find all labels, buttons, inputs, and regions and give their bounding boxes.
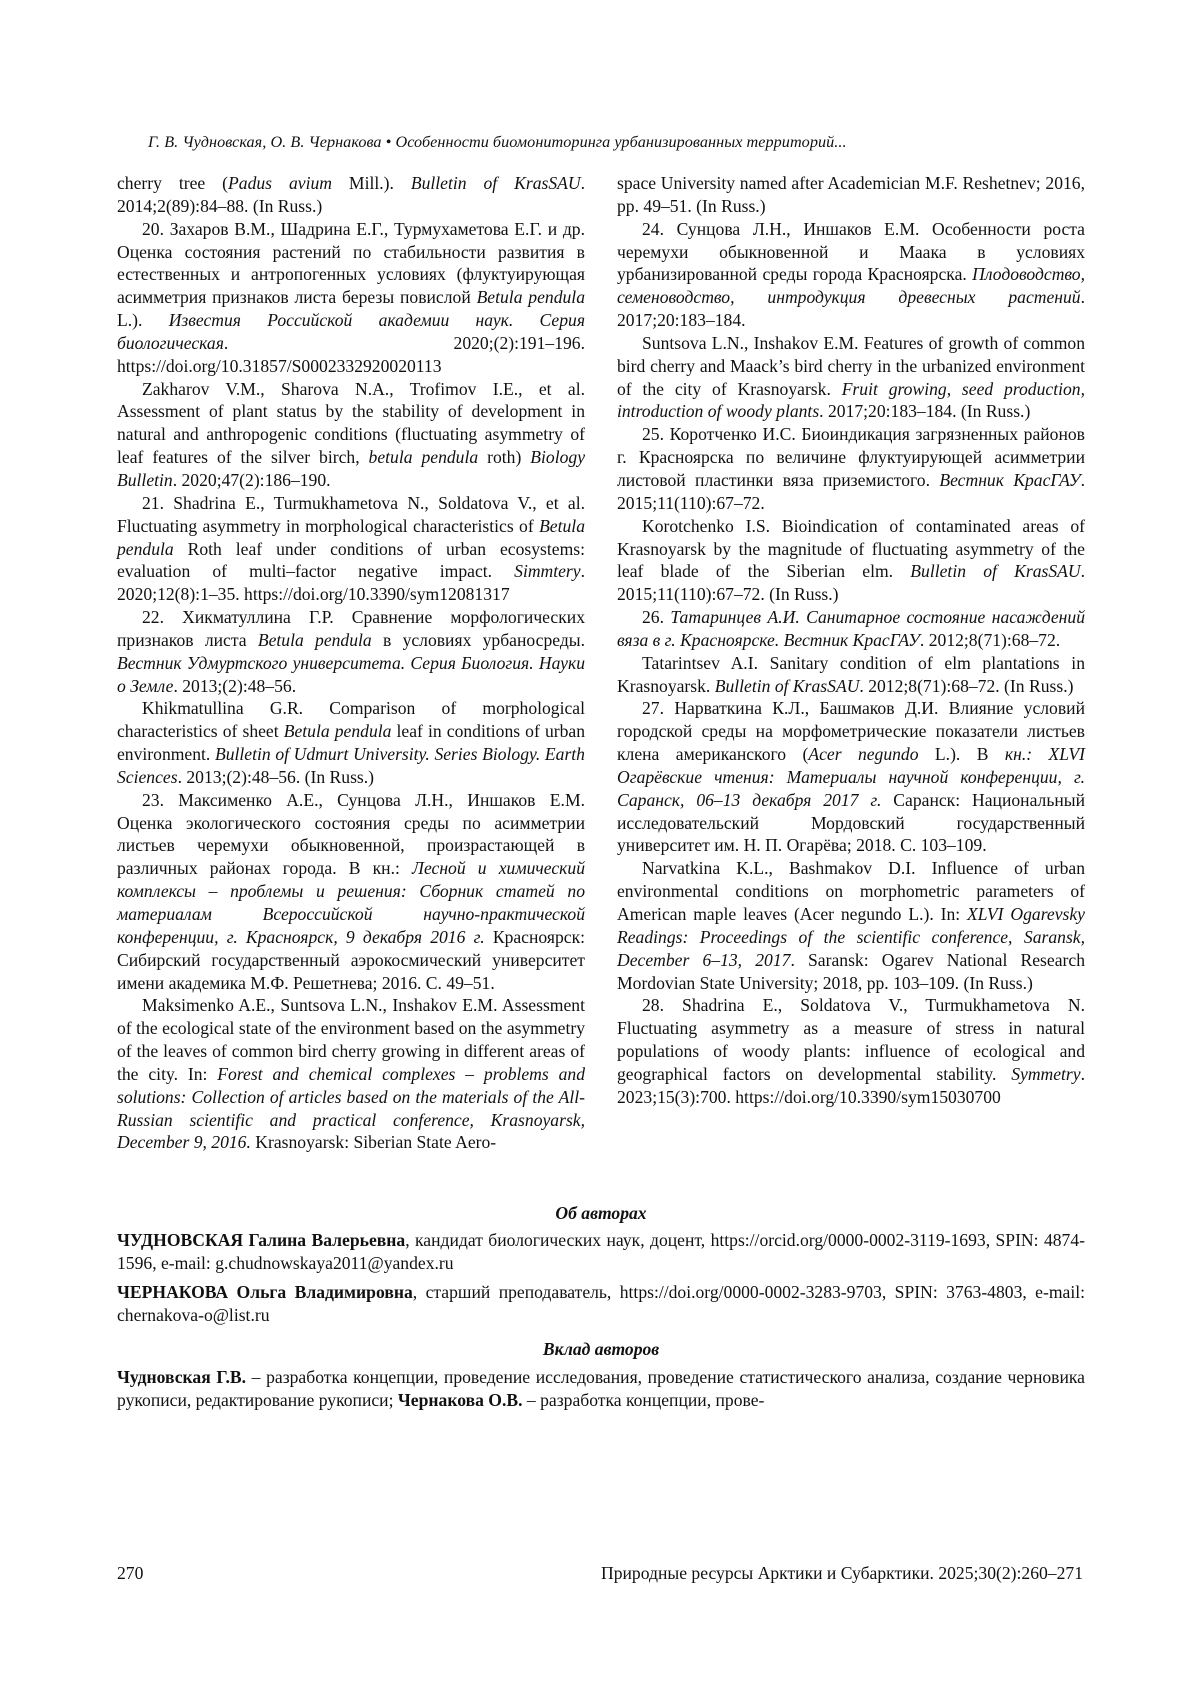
reference-italic-text: Bulletin of KrasSAU — [714, 675, 860, 696]
author-details: , старший преподаватель, https://doi.org/0000-0002-3283-9703, SPIN: 3763-4803, e-mail: chernakova-o@list.ru — [117, 1282, 1086, 1325]
reference-italic-text: Betula pendula — [283, 721, 392, 742]
reference-entry — [617, 218, 1085, 332]
reference-italic-text: Padus avium — [228, 173, 332, 193]
reference-text: . 2015;11(110):67–72. — [617, 469, 1085, 513]
running-header: Г. В. Чудновская, О. В. Чернакова • Особенности биомониторинга урбанизированных территорий... — [148, 133, 847, 151]
author-entry — [117, 1229, 1085, 1275]
reference-entry — [117, 218, 585, 378]
reference-text: 24. Сунцова Л.Н., Иншаков Е.М. Особенности роста черемухи обыкновенной и Маака в условиях урбанизированной среды города Красноярска. — [617, 218, 1085, 285]
reference-italic-text: Вестник Удмуртского университета. Серия Биология. Науки о Земле — [117, 652, 585, 696]
reference-entry — [617, 423, 1085, 514]
reference-italic-text: Simmtery — [514, 561, 581, 582]
reference-italic-text: Symmetry — [1011, 1063, 1081, 1084]
reference-text: . 2020;47(2):186–190. — [172, 469, 331, 490]
reference-text: . 2014;2(89):84–88. (In Russ.) — [117, 173, 585, 216]
contribution-text — [117, 1366, 1085, 1412]
reference-italic-text: Лесной и химический комплексы – проблемы и решения: Сборник статей по материалам Всероссийской научно-практической конференции, г. Красноярск, 9 декабря 2016 г. — [117, 858, 585, 947]
reference-italic-text: Татаринцев А.И. Санитарное состояние насаждений вяза в г. Красноярске. Вестник КрасГАУ — [617, 607, 1085, 650]
reference-entry — [617, 515, 1085, 606]
reference-italic-text: Forest and chemical complexes – problems and solutions: Collection of articles based on the materials of the All-Russian scientific and practical conference, Krasnoyarsk, December 9, 2016. — [117, 1063, 585, 1153]
reference-text: . 2017;20:183–184. (In Russ.) — [819, 401, 1031, 422]
contribution-desc: – разработка концепции, прове- — [522, 1390, 765, 1410]
reference-text: space University named after Academician M.F. Reshetnev; 2016, pp. 49–51. (In Russ.) — [617, 173, 1085, 216]
reference-text: в условиях урбаносреды. — [371, 629, 585, 650]
reference-italic-text: Bulletin of KrasSAU — [410, 173, 581, 193]
journal-citation: Природные ресурсы Арктики и Субарктики. 2025;30(2):260–271 — [601, 1563, 1083, 1583]
contributor-name: Чернакова О.В. — [397, 1390, 523, 1410]
reference-italic-text: Вестник КрасГАУ — [939, 469, 1081, 490]
reference-text: Tatarintsev A.I. Sanitary condition of elm plantations in Krasnoyarsk. — [617, 652, 1085, 696]
reference-entry — [117, 606, 585, 697]
reference-entry — [617, 606, 1085, 652]
reference-text: . 2023;15(3):700. https://doi.org/10.3390/sym15030700 — [617, 1063, 1085, 1107]
reference-entry — [617, 172, 1085, 218]
reference-entry — [617, 652, 1085, 698]
reference-text: L.). — [117, 310, 169, 331]
reference-text: Korotchenko I.S. Bioindication of contaminated areas of Krasnoyarsk by the magnitude of fluctuating asymmetry of the leaf blade of the Siberian elm. — [617, 515, 1085, 582]
reference-italic-text: Acer negundo — [808, 744, 919, 765]
reference-entry — [617, 697, 1085, 857]
reference-text: Mill.). — [331, 173, 411, 193]
author-details: , кандидат биологических наук, доцент, https://orcid.org/0000-0002-3119-1693, SPIN: 4874-1596, e-mail: g.chudnowskaya2011@yandex.ru — [117, 1230, 1085, 1273]
reference-text: leaf in conditions of urban environment. — [117, 721, 585, 765]
reference-text: . 2020;12(8):1–35. https://doi.org/10.3390/sym12081317 — [117, 561, 585, 605]
reference-text: Саранск: Национальный исследовательский Мордовский государственный университет им. Н. П. Огарёва; 2018. С. 103–109. — [617, 789, 1085, 856]
reference-text: Narvatkina K.L., Bashmakov D.I. Influence of urban environmental conditions on morphometric parameters of American maple leaves (Acer negundo L.). In: — [617, 858, 1085, 924]
contribution-desc: – разработка концепции, проведение исследования, проведение статистического анализа, создание черновика рукописи, редактирование рукописи; — [117, 1367, 1085, 1410]
reference-text: . 2013;(2):48–56. (In Russ.) — [177, 766, 375, 787]
reference-text: Maksimenko A.E., Suntsova L.N., Inshakov E.M. Assessment of the ecological state of the environment based on the asymmetry of the leaves of common bird cherry growing in different areas of the city. In: — [117, 995, 585, 1084]
reference-italic-text: Biology Bulletin — [117, 447, 586, 490]
reference-text: 26. — [642, 607, 671, 628]
reference-text: 22. Хикматуллина Г.Р. Сравнение морфологических признаков листа — [117, 607, 585, 650]
reference-text: . Saransk: Ogarev National Research Mordovian State University; 2018, pp. 103–109. (In Russ.) — [617, 949, 1085, 993]
reference-entry — [617, 994, 1085, 1108]
reference-entry — [617, 857, 1085, 994]
reference-text: . 2013;(2):48–56. — [173, 675, 297, 696]
reference-italic-text: betula pendula — [368, 447, 479, 468]
reference-entry — [117, 492, 585, 606]
reference-entry — [117, 994, 585, 1154]
reference-italic-text: Известия Российской академии наук. Серия биологическая — [117, 310, 585, 353]
references-right-column — [617, 172, 1085, 1109]
reference-text: roth) — [478, 447, 531, 468]
reference-italic-text: Bulletin of KrasSAU — [910, 561, 1081, 582]
reference-italic-text: Betula pendula — [117, 515, 585, 559]
reference-italic-text: XLVI Ogarevsky Readings: Proceedings of the scientific conference, Saransk, December 6–13, 2017 — [617, 904, 1085, 970]
reference-entry — [117, 697, 585, 788]
reference-entry — [117, 378, 585, 492]
reference-entry — [117, 789, 585, 995]
reference-text: 21. Shadrina E., Turmukhametova N., Soldatova V., et al. Fluctuating asymmetry in morphological characteristics of — [117, 492, 585, 536]
author-name: ЧЕРНАКОВА Ольга Владимировна — [117, 1282, 413, 1302]
reference-text: 23. Максименко А.Е., Сунцова Л.Н., Иншаков Е.М. Оценка экологического состояния среды по асимметрии листьев черемухи обыкновенной, произрастающей в различных районах города. В кн.: — [117, 789, 585, 879]
reference-text: Zakharov V.M., Sharova N.A., Trofimov I.E., et al. Assessment of plant status by the stability of development in natural and anthropogenic conditions (fluctuating asymmetry of leaf features of the silver birch, — [117, 378, 585, 468]
reference-text: . 2012;8(71):68–72. — [919, 629, 1061, 650]
reference-entry — [117, 172, 585, 218]
reference-text: 28. Shadrina E., Soldatova V., Turmukhametova N. Fluctuating asymmetry as a measure of stress in natural populations of woody plants: influence of ecological and geographical factors on developmental stability. — [617, 995, 1085, 1084]
reference-italic-text: кн.: XLVI Огарёвские чтения: Материалы научной конференции, г. Саранск, 06–13 декабря 2017 г. — [617, 744, 1085, 810]
reference-entry — [617, 332, 1085, 423]
reference-text: . 2012;8(71):68–72. (In Russ.) — [859, 675, 1074, 696]
reference-text: . 2020;(2):191–196. https://doi.org/10.31857/S0002332920020113 — [117, 332, 585, 376]
contribution-title: Вклад авторов — [542, 1339, 660, 1359]
reference-text: . 2017;20:183–184. — [617, 287, 1085, 331]
reference-italic-text: Fruit growing, seed production, introduction of woody plants — [617, 378, 1085, 422]
reference-text: Roth leaf under conditions of urban ecosystems: evaluation of multi–factor negative impact. — [117, 538, 585, 582]
reference-text: 27. Нарваткина К.Л., Башмаков Д.И. Влияние условий городской среды на морфометрические показатели листьев клена американского ( — [617, 698, 1085, 765]
references-left-column — [117, 172, 585, 1154]
reference-italic-text: Betula pendula — [476, 287, 585, 308]
reference-text: 25. Коротченко И.С. Биоиндикация загрязненных районов г. Красноярска по величине флуктуирующей асимметрии листовой пластинки вяза приземистого. — [617, 424, 1085, 490]
reference-italic-text: Bulletin of Udmurt University. Series Biology. Earth Sciences — [117, 744, 585, 787]
reference-text: Khikmatullina G.R. Comparison of morphological characteristics of sheet — [117, 698, 585, 742]
reference-text: cherry tree ( — [117, 173, 229, 193]
reference-text: L.). В — [918, 744, 1005, 765]
reference-text: 20. Захаров В.М., Шадрина Е.Г., Турмухаметова Е.Г. и др. Оценка состояния растений по стабильности развития в естественных и антропогенных условиях (флуктуирующая асимметрия признаков листа березы повислой — [117, 218, 585, 308]
reference-text: Красноярск: Сибирский государственный аэрокосмический университет имени академика М.Ф. Решетнева; 2016. С. 49–51. — [117, 926, 585, 993]
reference-text: Krasnoyarsk: Siberian State Aero- — [250, 1132, 497, 1153]
author-entry — [117, 1281, 1085, 1327]
about-authors-title: Об авторах — [555, 1203, 647, 1223]
reference-text: Suntsova L.N., Inshakov E.M. Features of growth of common bird cherry and Maack’s bird cherry in the urbanized environment of the city of Krasnoyarsk. — [617, 332, 1085, 399]
reference-text: . 2015;11(110):67–72. (In Russ.) — [617, 561, 1085, 605]
page-number: 270 — [117, 1563, 144, 1583]
reference-italic-text: Плодоводство, семеноводство, интродукция древесных растений — [617, 264, 1085, 308]
contributor-name: Чудновская Г.В. — [117, 1367, 247, 1387]
reference-italic-text: Betula pendula — [257, 629, 372, 650]
author-name: ЧУДНОВСКАЯ Галина Валерьевна — [117, 1230, 406, 1250]
